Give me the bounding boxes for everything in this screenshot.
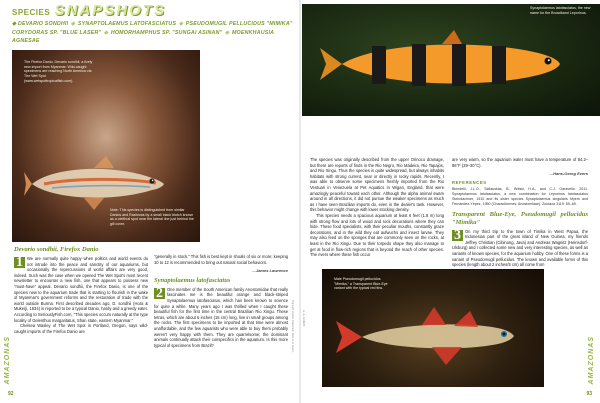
synaptolaemus-paragraph-3: This species needs a spacious aquarium at least 6 feet (1.8 m) long with strong flow and lots of wood and rock decorations where they can hide. These food specialists, with their peculiar mouths, constantly graze decorations, and in the wild they eat aufwuchs and insect larvae. They may also feed on the sponges that are commonly seen on the rocks, at least in the Rio Xingu. Due to their torpedo shape they also manage to get at food in flow-rich regions that is beyond the reach of other species. The rivers where these fish occur (310, 212, 444, 258)
species-item: SYNAPTOLAEMUS LATOFASCIATUS (77, 21, 177, 27)
dropcap-1: 1 (16, 255, 23, 270)
synaptolaemus-paragraph-2: The species was originally described from the upper Orinoco drainage, but there are reports of finds in the Rio Negro, Rio Madeira, Rio Tapajós, and Rio Xingu. Thus the species is quite widespread, but always inhabits habitats with strong current, near or directly in rocky rapids. Recently, I was able to observe some specimens freshly imported from the Rio Ventuari in Venezuela at Pet Aquatics in Wigan, England, that were amazingly peaceful toward each other. Although the alpha animal swam around in all directions, it did not pursue the weaker specimens as much as I have seen Brazilian imports do, even in the dealer's tank. However, this behavior might change with lower stocking density. (310, 157, 444, 213)
magazine-logo-right: AMAZONAS (588, 336, 595, 385)
article-heading-pseudomugil: Transparent Blue-Eye, Pseudomugil pellucidus "Mimika" (452, 210, 588, 226)
devario-paragraph-1: We are normally quite happy when politics and world events do not intrude into the peace and sanctity of our aquariums, but occasionally the repercussions of world affairs are very good, indeed. Such was the case when we opened The Wet Spot's most recent newsletter to encounter a new fish, one that appears to possess new "must-have" appeal. Devario sondhii, the Firefox Danio, is one of the species new to the aquarium trade that is starting to flourish in the wake of Myanmar's government reforms and the restoration of trade with the world outside Burma. First described decades ago, D. sondhii (Hora & Mukerji, 1934) is reported to be a typical Danio, hardy and a greedy eater. According to SeriouslyFish.com, "This species occurs naturally at the type locality of Gelenthus margaritatus, Shan state, eastern Myanmar." (14, 256, 148, 323)
species-item: PSEUDOMUGIL PELLUCIDUS "MIMIKA" (185, 21, 293, 27)
pseudomugil-paragraph-1: On my third trip to the town of Timika in West Papua, the Indonesian part of the great island of New Guinea, my friends Jeffrey Christian (Cibinong, Java) and Andreas Wagnitz (Heinsdorf-Ulsburg) and I collected some new and very interesting species, as well as variants of known species, for the aquarium hobby. One of these forms is a variant of Pseudomugil pellucidus. The known and available forms of this species (length about 2 inches/5 cm) all come from (452, 228, 588, 268)
right-column-2 (452, 157, 588, 268)
dropcap-2: 2 (156, 285, 163, 301)
section-title (12, 2, 166, 20)
synaptolaemus-fish-illustration (302, 4, 600, 116)
page-number-right: 93 (586, 391, 592, 397)
references-text: Birindelli, J.L.O., Sidlauskas, B., Britski, H.A., and C.J. Garavello. 2011. Synaptolaemus latofasciatus, a new combination for Leporinus latofasciatus Steindachner, 1910 and its sister species Synaptolaemus singularis Myers and Fernández-Yépez, 1950 (Characiformes: Anostomidae). Zootaxa 3119: 59–65. (452, 187, 588, 206)
magazine-logo-left: AMAZONAS (4, 336, 11, 385)
species-item: DEVARIO SONDHII (17, 21, 69, 27)
references-title: REFERENCES (452, 179, 487, 185)
dropcap-3: 3 (454, 227, 461, 243)
right-column-1 (310, 157, 444, 258)
devario-paragraph-3: "generally in stock." This fish is best kept in shoals of six or more; keeping 10 to 12 is recommended to bring out natural social behaviors. (154, 254, 288, 265)
byline-lawrence: —James Lawrence (251, 268, 288, 274)
synaptolaemus-photo (302, 4, 600, 116)
photo-credit-right: H.-G. EVERS (302, 310, 305, 327)
devario-paragraph-2: Chelsea Wasley of The Wet Spot in Portland, Oregon, says wild-caught imports of the Firefox Danio are (14, 323, 148, 334)
pseudomugil-caption: Male Pseudomugil pellucidus "Mimika," a Transparent Blue-Eye variant with the typical red fins. (334, 277, 388, 291)
synaptolaemus-caption: Synaptolaemus latofasciatus, the new name for the Broadband Leporinus. (530, 6, 591, 15)
devario-note-caption: Note: This species is distinguished from similar Danios and Rasboras by a small black blotch known as a cleithral spot near the lateral line just behind the gill cover. (110, 208, 194, 227)
synaptolaemus-paragraph-1: One member of the South American family Anostomidae that really fascinates me is the beautiful orange and black-striped Synaptolaemus latofasciatus, which has been known to science for quite a while. Many years ago I was thrilled when I caught these beautiful fish for the first time in the central Brazilian Rio Xingu. These tetras, which are about 6 inches (15 cm) long, live in small groups among the rocks. The first specimens to be imported at that time were almost unaffordable, and the few aquarists who were able to buy them probably weren't very happy with them. They are quarrelsome; the dominant animals continually attack their conspecifics in the aquarium. Is this more typical of specimens from Brazil? (154, 286, 288, 348)
devario-fish-illustration (24, 154, 174, 214)
photo-credit-left: Top Left: James Lawrence; Text: H.G. Evers (291, 300, 294, 353)
species-item: CORYDORAS SP. "BLUE LASER" (12, 29, 102, 36)
left-column-1 (14, 246, 148, 334)
page-number-left: 92 (8, 391, 14, 397)
section-title-big: SNAPSHOTS (54, 2, 166, 19)
left-column-2 (154, 254, 288, 348)
devario-caption: The Firefox Danio, Devario sondhii, a lively new import from Myanmar. Wild-caught specimens are reaching North America via The Wet Spot (www.wetspottropicalfish.com). (24, 60, 93, 83)
synaptolaemus-paragraph-4: are very warm, so the aquarium water must have a temperature of 84.2–86°F (29–30°C). (452, 157, 588, 168)
page-gutter (299, 0, 301, 403)
species-item: MOENKHAUSIA AGNESAE (12, 29, 274, 45)
article-heading-devario: Devario sondhii, Firefox Danio (14, 246, 99, 253)
species-list: ◆ DEVARIO SONDHII ◆ SYNAPTOLAEMUS LATOFASCIATUS ◆ PSEUDOMUGIL PELLUCIDUS "MIMIKA" CORYDORAS SP. "BLUE LASER" ◆ HOMORHAMPHUS SP. "SUNGAI ASINAN" ◆ MOENKHAUSIA AGNESAE (12, 21, 293, 45)
byline-evers: —Hans-Georg Evers (549, 171, 588, 177)
species-item: HOMORHAMPHUS SP. "SUNGAI ASINAN" (110, 29, 223, 36)
section-title-small: SPECIES (12, 8, 51, 17)
article-heading-synaptolaemus: Synaptolaemus latofasciatus (154, 276, 231, 284)
